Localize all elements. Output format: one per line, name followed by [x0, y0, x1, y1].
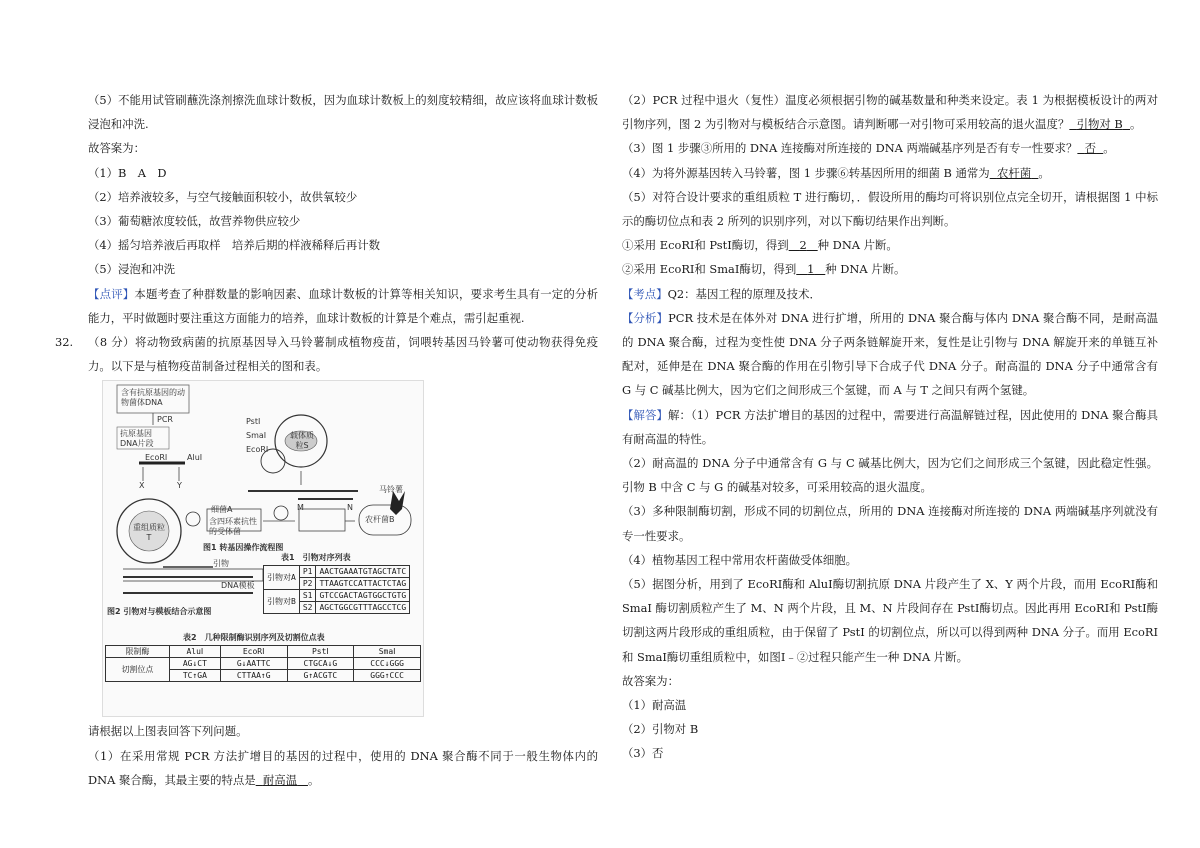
question-text: ①采用 EcoRⅠ和 PstⅠ酶切，得到 — [622, 238, 789, 253]
cell: TTAAGTCCATTACTCTAG — [316, 578, 410, 590]
answer-line: （1）B A D — [88, 165, 167, 180]
cell: CTGCA↓G — [287, 658, 354, 670]
label-x: X — [139, 481, 145, 491]
answer-line: （2）引物对 B — [622, 722, 699, 737]
comment-tag: 【点评】 — [88, 286, 135, 301]
kaodian-paragraph — [622, 282, 1158, 306]
question-text: （2）PCR 过程中退火（复性）温度必须根据引物的碱基数量和种类来设定。表 1 为根据模板设计的两对引物序列，图 2 为引物对与模板结合示意图。请判断哪一对引物可采用较高的退火温度？ — [622, 93, 1158, 132]
answer-text: 耐高温 — [262, 772, 298, 787]
figure-1-caption: 图1 转基因操作流程图 — [203, 543, 284, 553]
punct: 。 — [307, 772, 320, 787]
cell: S1 — [299, 590, 316, 602]
answer-line: （4）摇匀培养液后再取样 培养后期的样液稀释后再计数 — [88, 238, 381, 253]
cell: GGG↑CCC — [354, 670, 421, 682]
question-text: （3）图 1 步骤③所用的 DNA 连接酶对所连接的 DNA 两端碱基序列是否有专一性要求？ — [622, 141, 1078, 156]
label-screen: 含四环素抗性的受体菌 — [209, 517, 257, 537]
header-cell: PstⅠ — [287, 646, 354, 658]
solution-line: （3）多种限制酶切割，形成不同的切割位点，所用的 DNA 连接酶对所连接的 DNA 两端碱基序列就没有专一性要求。 — [622, 504, 1158, 543]
figure-2-caption: 图2 引物对与模板结合示意图 — [107, 607, 212, 617]
label-alui: AluⅠ — [187, 453, 203, 463]
label-ecori: EcoRⅠ — [145, 453, 168, 463]
answer-text: 2 — [799, 238, 807, 253]
answer-text: 否 — [1084, 141, 1097, 156]
cell: S2 — [299, 602, 316, 614]
solution-line: （4）植物基因工程中常用农杆菌做受体细胞。 — [622, 552, 858, 567]
label-dna-template: DNA模板 — [221, 581, 255, 591]
cell: P2 — [299, 578, 316, 590]
table-2-enzymes — [105, 645, 421, 682]
solution-tag: 【解答】 — [622, 407, 668, 422]
answer-line: （1）耐高温 — [622, 698, 687, 713]
label-plasmid: 载体质粒S — [290, 431, 314, 451]
answer-line: （5）浸泡和冲洗 — [88, 262, 175, 277]
label-pcr: PCR — [157, 415, 173, 425]
label-primer: 引物 — [213, 559, 229, 569]
question-3 — [622, 136, 1158, 160]
header-cell: SmaⅠ — [354, 646, 421, 658]
question-text: 种 DNA 片断。 — [825, 262, 906, 277]
answer-blank — [256, 773, 308, 787]
comment-text: 本题考查了种群数量的影响因素、血球计数板的计算等相关知识，要求考生具有一定的分析能力，平时做题时要注重这方面能力的培养，血球计数板的计算是个难点，需引起重视. — [88, 286, 598, 325]
cell: CTTAA↑G — [220, 670, 287, 682]
question-text: （8 分）将动物致病菌的抗原基因导入马铃薯制成植物疫苗，饲喂转基因马铃薯可使动物获得免疫力。以下是与植物疫苗制备过程相关的图和表。 — [88, 335, 598, 374]
table-2-title: 表2 几种限制酶识别序列及切割位点表 — [183, 633, 325, 643]
question-32 — [55, 330, 598, 378]
cell: 引物对B — [264, 590, 300, 614]
cell: G↓AATTC — [220, 658, 287, 670]
kaodian-text: Q2：基因工程的原理及技术． — [667, 286, 821, 301]
comment-paragraph — [88, 282, 598, 330]
label-recombinant: 重组质粒T — [133, 523, 165, 543]
punct: 。 — [1130, 117, 1142, 132]
question-text: （1）在采用常规 PCR 方法扩增目的基因的过程中，使用的 DNA 聚合酶不同于一般生物体内的 DNA 聚合酶， — [88, 748, 598, 787]
solution-line: （2）耐高温的 DNA 分子中通常含有 G 与 C 碱基比例大，因为它们之间形成三个氢键，因此稳定性强。引物 B 中含 C 与 G 的碱基对较多，可采用较高的退火温度。 — [622, 456, 1158, 495]
table-1-primers — [263, 565, 410, 614]
label-cell-a: 细菌A — [211, 505, 233, 515]
label-psti: PstⅠ — [246, 417, 261, 427]
label-m: M — [297, 503, 304, 513]
cell: TC↑GA — [169, 670, 220, 682]
question-4 — [622, 161, 1158, 185]
answer-blank — [1077, 141, 1103, 155]
paragraph: （5）不能用试管刷蘸洗涤剂擦洗血球计数板，因为血球计数板上的刻度较精细，故应该将血球计数板浸泡和冲洗. — [88, 93, 598, 132]
label-y: Y — [177, 481, 182, 491]
question-text: 种 DNA 片断。 — [817, 238, 898, 253]
cell: AG↓CT — [169, 658, 220, 670]
answer-blank — [1069, 117, 1130, 131]
question-5-2 — [622, 257, 1158, 281]
label-smai: SmaⅠ — [246, 431, 267, 441]
answer-blank — [789, 238, 818, 252]
answer-blank — [990, 166, 1039, 180]
question-1 — [88, 744, 598, 792]
cell: AGCTGGCGTTTAGCCTCG — [316, 602, 410, 614]
figure-gene-transfer — [102, 380, 424, 717]
cell: AACTGAAATGTAGCTATC — [316, 566, 410, 578]
label-fragment: 抗原基因DNA片段 — [120, 429, 154, 449]
analysis-paragraph — [622, 306, 1158, 403]
label-n: N — [347, 503, 353, 513]
answer-text: 1 — [807, 262, 815, 277]
label-cell-b: 农杆菌B — [365, 515, 395, 525]
cell: P1 — [299, 566, 316, 578]
question-2 — [622, 88, 1158, 136]
punct: 。 — [1038, 165, 1050, 180]
question-text: 其最主要的特点是 — [164, 772, 256, 787]
answer-line: （2）培养液较多，与空气接触面积较小，故供氧较少 — [88, 189, 358, 204]
kaodian-tag: 【考点】 — [622, 286, 668, 301]
cell: G↑ACGTC — [287, 670, 354, 682]
cell: CCC↓GGG — [354, 658, 421, 670]
left-column — [55, 88, 598, 792]
right-column — [622, 88, 1158, 766]
label-dna-source: 含有抗原基因的动物菌体DNA — [121, 388, 185, 408]
label-plant: 马铃薯 — [379, 485, 403, 495]
label-ecori-2: EcoRⅠ — [246, 445, 269, 455]
cell: GTCCGACTAGTGGCTGTG — [316, 590, 410, 602]
row-label: 切割位点 — [106, 658, 170, 682]
answer-blank — [796, 262, 825, 276]
answer-line: （3）否 — [622, 746, 664, 761]
cell: 引物对A — [264, 566, 300, 590]
question-text: ②采用 EcoRⅠ和 SmaⅠ酶切，得到 — [622, 262, 797, 277]
header-cell: AluⅠ — [169, 646, 220, 658]
header-cell: 限制酶 — [106, 646, 170, 658]
answer-label: 故答案为： — [622, 673, 679, 688]
answer-text: 引物对 B — [1076, 117, 1123, 132]
question-intro: 请根据以上图表回答下列问题。 — [88, 724, 248, 739]
punct: 。 — [1103, 141, 1115, 156]
analysis-text: PCR 技术是在体外对 DNA 进行扩增，所用的 DNA 聚合酶与体内 DNA 聚合酶不同，是耐高温的 DNA 聚合酶，过程为变性使 DNA 分子两条链解旋开来，复性是让引物与 DNA 解旋开来的单链互补配对，延伸是在 DNA 聚合酶的作用在引物引导下合成子代 DNA 分子。耐高温的 DNA 分子中通常含有 G 与 C 碱基比例大，因为它们之间形成三个氢键，而 A 与 T 之间只有两个氢键。 — [622, 310, 1158, 398]
question-5: （5）对符合设计要求的重组质粒 T 进行酶切，．假设所用的酶均可将识别位点完全切开，请根据图 1 中标示的酶切位点和表 2 所列的识别序列，对以下酶切结果作出判断。 — [622, 189, 1158, 229]
answer-label: 故答案为： — [88, 141, 145, 156]
question-number: 32. — [55, 335, 74, 350]
solution-text: 解：（1）PCR 方法扩增目的基因的过程中，需要进行高温解链过程，因此使用的 DNA 聚合酶具有耐高温的特性。 — [622, 407, 1158, 446]
solution-paragraph — [622, 403, 1158, 451]
table-1-title: 表1 引物对序列表 — [281, 553, 351, 563]
question-text: （4）为将外源基因转入马铃薯，图 1 步骤⑥转基因所用的细菌 B 通常为 — [622, 165, 990, 180]
analysis-tag: 【分析】 — [622, 310, 669, 325]
solution-line: （5）据图分析，用到了 EcoRⅠ酶和 AluⅠ酶切割抗原 DNA 片段产生了 X、Y 两个片段，而用 EcoRⅠ酶和 SmaI 酶切割质粒产生了 M、N 两个片段，且 M、N 片段间存在 PstⅠ酶切点。因此再用 EcoRⅠ和 PstⅠ酶切割这两片段形成的重组质粒，由于保留了 PstI 的切割位点，所以可以得到两种 DNA 分子。而用 EcoRⅠ和 SmaⅠ酶切重组质粒中，如图Ⅰ﹣②过程只能产生一种 DNA 片断。 — [622, 577, 1158, 664]
answer-line: （3）葡萄糖浓度较低，故营养物供应较少 — [88, 214, 301, 229]
header-cell: EcoRⅠ — [220, 646, 287, 658]
question-5-1 — [622, 233, 1158, 257]
answer-text: 农杆菌 — [996, 165, 1032, 180]
